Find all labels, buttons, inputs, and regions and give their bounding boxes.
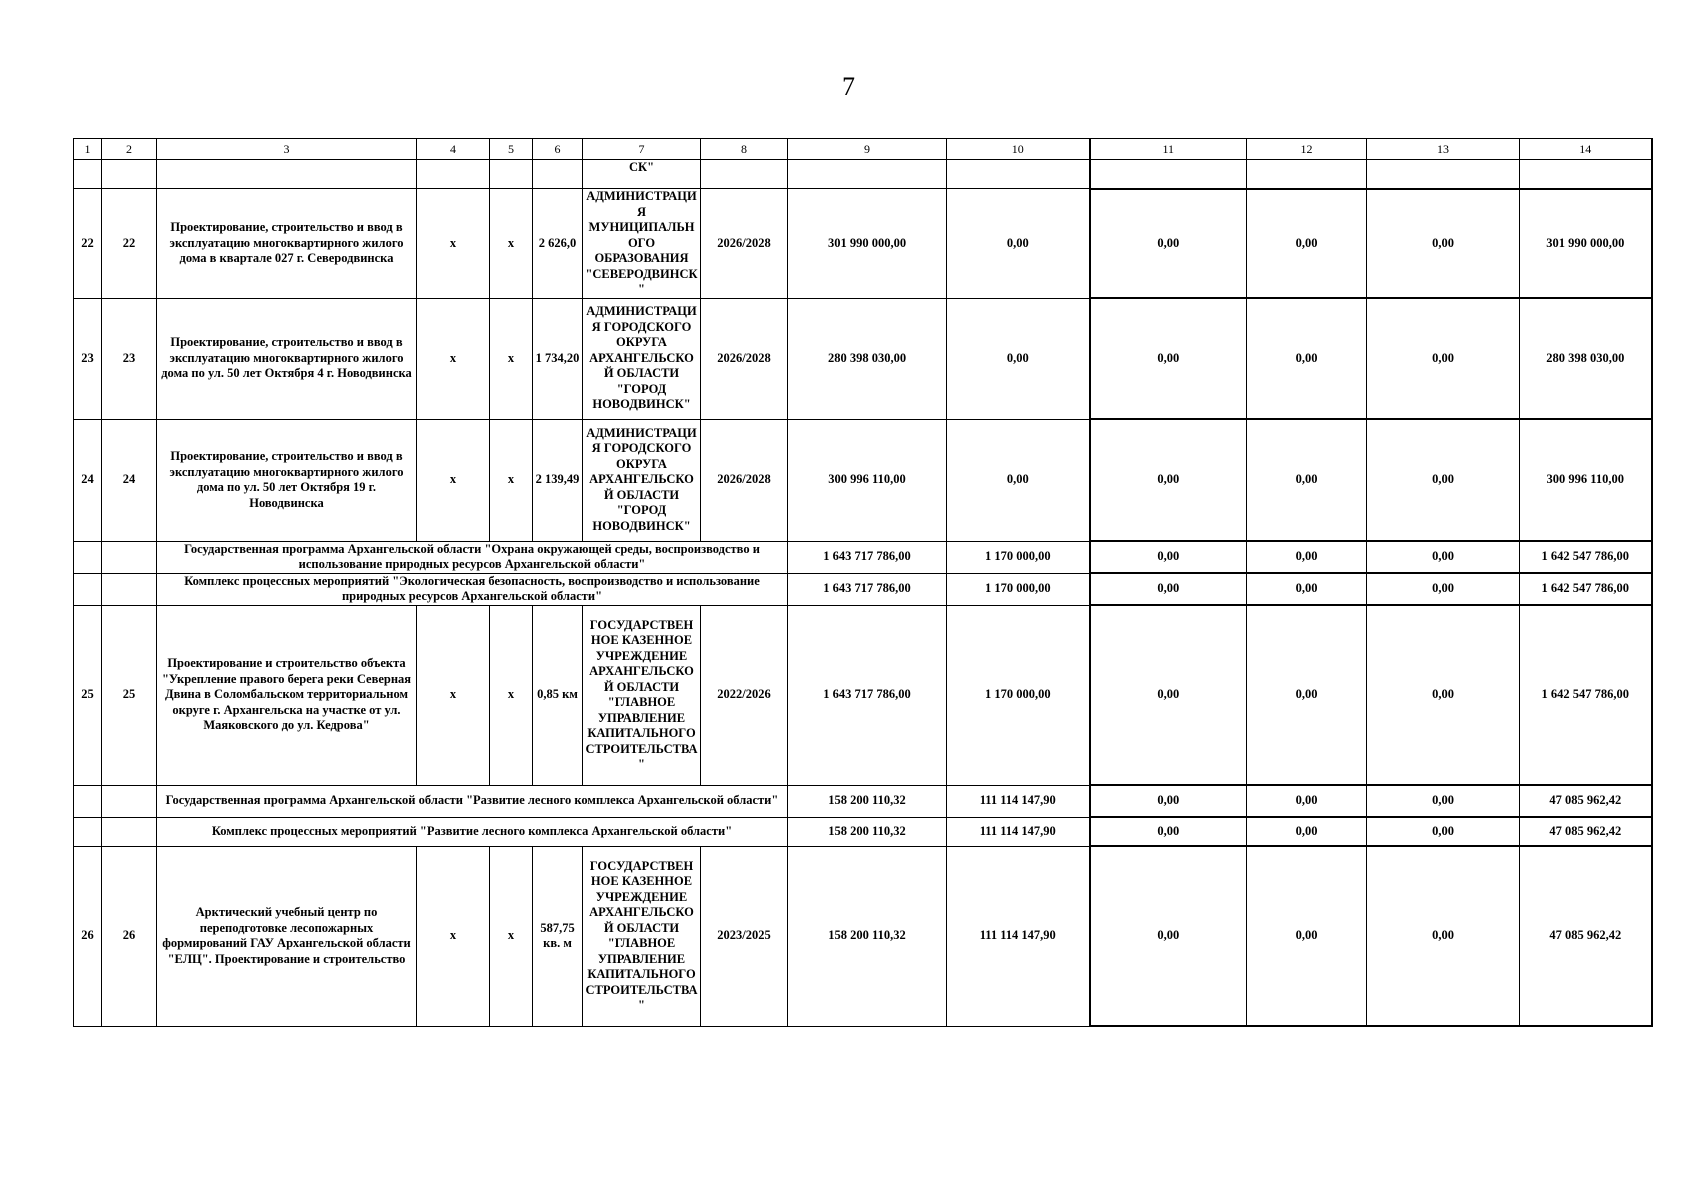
amount-cell: 0,00 [1367,785,1520,817]
amount-cell: 0,00 [1247,817,1367,846]
program-row [74,785,1652,817]
amount-cell: 0,00 [1090,419,1247,541]
col4-cell: х [417,419,490,541]
row-number: 24 [102,419,157,541]
complex-row [74,817,1652,846]
column-number: 10 [947,139,1090,160]
column-number: 3 [157,139,417,160]
project-name: Проектирование, строительство и ввод в эксплуатацию многоквартирного жилого дома по ул. 50 лет Октября 4 г. Новодвинска [157,298,417,419]
amount-cell: 111 114 147,90 [947,846,1090,1026]
column-number: 2 [102,139,157,160]
project-name: Проектирование и строительство объекта "Укрепление правого берега реки Северная Двина в Соломбальском территориальном округе г. Архангельска на участке от ул. Маяковского до ул. Кедрова" [157,605,417,785]
amount-cell: 0,00 [1367,189,1520,299]
table-row [74,846,1652,1026]
amount-cell: 158 200 110,32 [788,785,947,817]
amount-cell: 0,00 [1247,189,1367,299]
period-cell: 2026/2028 [701,298,788,419]
col4-cell: х [417,189,490,299]
col5-cell: х [490,419,533,541]
amount-cell: 0,00 [1090,573,1247,605]
row-number: 26 [102,846,157,1026]
agency-cell: ГОСУДАРСТВЕННОЕ КАЗЕННОЕ УЧРЕЖДЕНИЕ АРХАНГЕЛЬСКОЙ ОБЛАСТИ "ГЛАВНОЕ УПРАВЛЕНИЕ КАПИТАЛЬНОГО СТРОИТЕЛЬСТВА" [583,846,701,1026]
amount-cell: 0,00 [1367,298,1520,419]
amount-cell: 0,00 [1090,541,1247,573]
agency-cell: ГОСУДАРСТВЕННОЕ КАЗЕННОЕ УЧРЕЖДЕНИЕ АРХАНГЕЛЬСКОЙ ОБЛАСТИ "ГЛАВНОЕ УПРАВЛЕНИЕ КАПИТАЛЬНОГО СТРОИТЕЛЬСТВА" [583,605,701,785]
column-number: 7 [583,139,701,160]
column-number: 12 [1247,139,1367,160]
investment-table [73,138,1653,1027]
amount-cell: 301 990 000,00 [1520,189,1652,299]
agency-cell: АДМИНИСТРАЦИЯ ГОРОДСКОГО ОКРУГА АРХАНГЕЛЬСКОЙ ОБЛАСТИ "ГОРОД НОВОДВИНСК" [583,298,701,419]
amount-cell: 0,00 [947,189,1090,299]
column-number: 9 [788,139,947,160]
amount-cell: 1 643 717 786,00 [788,541,947,573]
amount-cell: 111 114 147,90 [947,785,1090,817]
period-cell: 2026/2028 [701,189,788,299]
capacity-cell: 2 626,0 [533,189,583,299]
period-cell: 2026/2028 [701,419,788,541]
col5-cell: х [490,189,533,299]
amount-cell: 1 642 547 786,00 [1520,541,1652,573]
amount-cell: 1 642 547 786,00 [1520,573,1652,605]
col4-cell: х [417,298,490,419]
agency-cell: СК" [583,160,701,189]
amount-cell: 0,00 [1090,846,1247,1026]
amount-cell: 1 170 000,00 [947,605,1090,785]
amount-cell: 280 398 030,00 [788,298,947,419]
amount-cell: 0,00 [1247,541,1367,573]
project-name: Проектирование, строительство и ввод в эксплуатацию многоквартирного жилого дома в квартале 027 г. Северодвинска [157,189,417,299]
column-number: 13 [1367,139,1520,160]
row-number: 22 [74,189,102,299]
col5-cell: х [490,298,533,419]
complex-title: Комплекс процессных мероприятий "Развитие лесного комплекса Архангельской области" [157,817,788,846]
amount-cell: 0,00 [1367,817,1520,846]
amount-cell: 0,00 [1247,573,1367,605]
amount-cell: 111 114 147,90 [947,817,1090,846]
row-number: 25 [102,605,157,785]
col4-cell: х [417,846,490,1026]
complex-title: Комплекс процессных мероприятий "Экологическая безопасность, воспроизводство и использование природных ресурсов Архангельской области" [157,573,788,605]
table-row [74,189,1652,299]
col4-cell: х [417,605,490,785]
amount-cell: 0,00 [1247,605,1367,785]
amount-cell: 0,00 [947,298,1090,419]
row-number: 22 [102,189,157,299]
period-cell: 2022/2026 [701,605,788,785]
row-number: 26 [74,846,102,1026]
amount-cell: 0,00 [1090,298,1247,419]
column-number: 11 [1090,139,1247,160]
project-name: Проектирование, строительство и ввод в эксплуатацию многоквартирного жилого дома по ул. 50 лет Октября 19 г. Новодвинска [157,419,417,541]
amount-cell: 300 996 110,00 [788,419,947,541]
amount-cell: 0,00 [1090,605,1247,785]
row-number: 24 [74,419,102,541]
amount-cell: 300 996 110,00 [1520,419,1652,541]
continuation-row [74,160,1652,189]
amount-cell: 0,00 [1367,573,1520,605]
project-name: Арктический учебный центр по переподготовке лесопожарных формирований ГАУ Архангельской области "ЕЛЦ". Проектирование и строительство [157,846,417,1026]
capacity-cell: 2 139,49 [533,419,583,541]
amount-cell: 0,00 [947,419,1090,541]
column-number: 1 [74,139,102,160]
column-number-row [74,139,1652,160]
amount-cell: 1 642 547 786,00 [1520,605,1652,785]
amount-cell: 0,00 [1247,298,1367,419]
row-number: 25 [74,605,102,785]
column-number: 5 [490,139,533,160]
capacity-cell: 587,75 кв. м [533,846,583,1026]
agency-cell: АДМИНИСТРАЦИЯ МУНИЦИПАЛЬНОГО ОБРАЗОВАНИЯ "СЕВЕРОДВИНСК" [583,189,701,299]
amount-cell: 0,00 [1090,785,1247,817]
row-number: 23 [102,298,157,419]
row-number: 23 [74,298,102,419]
amount-cell: 1 643 717 786,00 [788,573,947,605]
amount-cell: 0,00 [1090,817,1247,846]
amount-cell: 1 170 000,00 [947,541,1090,573]
capacity-cell: 1 734,20 [533,298,583,419]
amount-cell: 158 200 110,32 [788,817,947,846]
column-number: 6 [533,139,583,160]
period-cell: 2023/2025 [701,846,788,1026]
col5-cell: х [490,846,533,1026]
program-title: Государственная программа Архангельской области "Развитие лесного комплекса Архангельской области" [157,785,788,817]
table-row [74,298,1652,419]
amount-cell: 0,00 [1090,189,1247,299]
amount-cell: 1 170 000,00 [947,573,1090,605]
amount-cell: 0,00 [1247,785,1367,817]
complex-row [74,573,1652,605]
column-number: 8 [701,139,788,160]
agency-cell: АДМИНИСТРАЦИЯ ГОРОДСКОГО ОКРУГА АРХАНГЕЛЬСКОЙ ОБЛАСТИ "ГОРОД НОВОДВИНСК" [583,419,701,541]
amount-cell: 0,00 [1367,419,1520,541]
column-number: 4 [417,139,490,160]
amount-cell: 0,00 [1247,846,1367,1026]
amount-cell: 0,00 [1367,846,1520,1026]
table-row [74,605,1652,785]
col5-cell: х [490,605,533,785]
column-number: 14 [1520,139,1652,160]
amount-cell: 47 085 962,42 [1520,846,1652,1026]
amount-cell: 0,00 [1247,419,1367,541]
program-row [74,541,1652,573]
amount-cell: 0,00 [1367,541,1520,573]
amount-cell: 47 085 962,42 [1520,817,1652,846]
page-number: 7 [842,72,855,101]
amount-cell: 158 200 110,32 [788,846,947,1026]
capacity-cell: 0,85 км [533,605,583,785]
amount-cell: 280 398 030,00 [1520,298,1652,419]
amount-cell: 47 085 962,42 [1520,785,1652,817]
table-row [74,419,1652,541]
amount-cell: 301 990 000,00 [788,189,947,299]
amount-cell: 0,00 [1367,605,1520,785]
program-title: Государственная программа Архангельской области "Охрана окружающей среды, воспроизводство и использование природных ресурсов Архангельской области" [157,541,788,573]
amount-cell: 1 643 717 786,00 [788,605,947,785]
